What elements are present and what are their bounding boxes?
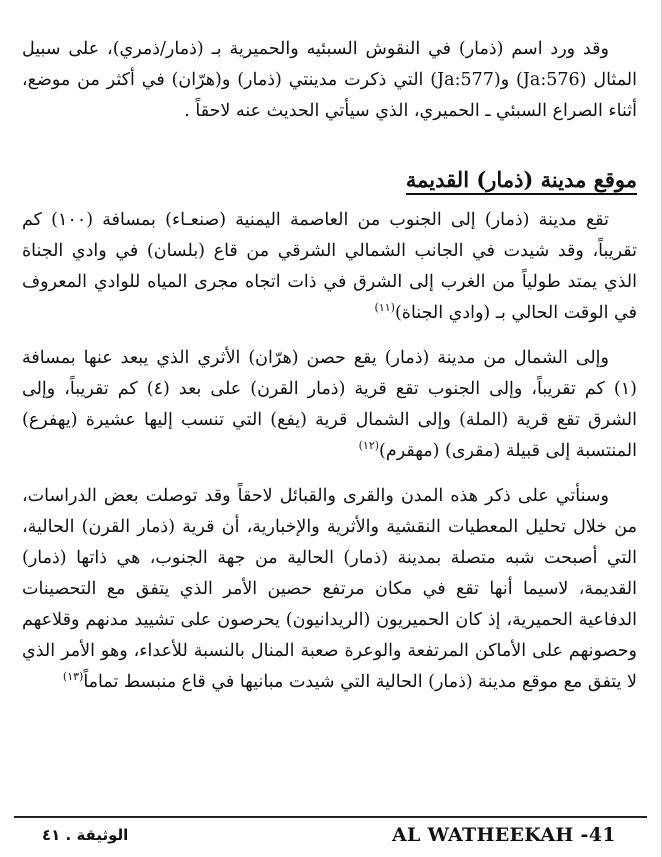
footnote-marker-13: (١٣) [62, 670, 84, 684]
paragraph-studies-text: وسنأتي على ذكر هذه المدن والقرى والقبائل لاحقاً وقد توصلت بعض الدراسات، من خلال تحليل المعطيات النقشية والأثرية والإخبارية، أن قرية (ذمار القرن) الحالية، التي أصبحت شبه متصلة بمدينة (ذمار) الحالية من جهة الجنوب، هي ذاتها (ذمار) القديمة، لاسيما أنها تقع في مكان مرتفع حصين الأمر الذي يتفق مع التحصينات الدفاعية الحميرية، إذ كان الحميريون (الريدانيون) يحرصون على تشييد مدنهم وقلاعهم وحصونهم على الأماكن المرتفعة والوعرة صعبة المنال بالنسبة للأعداء، وهو الأمر الذي لا يتفق مع موقع مدينة (ذمار) الحالية التي شيدت مبانيها في قاع منبسط تماماً [22, 486, 637, 692]
paragraph-studies [22, 481, 637, 698]
footer-divider [14, 816, 647, 818]
paragraph-location [22, 205, 637, 329]
page-footer [0, 816, 661, 856]
document-body [22, 34, 637, 698]
paragraph-surroundings [22, 343, 637, 467]
footnote-marker-11: (١١) [374, 301, 395, 315]
footnote-marker-12: (١٢) [358, 439, 380, 453]
paragraph-intro: وقد ورد اسم (ذمار) في النقوش السبئيه والحميرية بـ (ذمار/ذمري)، على سبيل المثال (Ja:576) و(Ja:577) التي ذكرت مدينتي (ذمار) و(هرّان) في أكثر من موضع، أثناء الصراع السبئي ـ الحميري، الذي سيأتي الحديث عنه لاحقاً . [22, 39, 638, 121]
section-heading: موقع مدينة (ذمار) القديمة [405, 167, 637, 192]
footer-journal-latin: AL WATHEEKAH -41 [392, 824, 616, 846]
footer-journal-arabic: الوثيقة . ٤١ [42, 826, 129, 844]
paragraph-surroundings-text: وإلى الشمال من مدينة (ذمار) يقع حصن (هرّان) الأثري الذي يبعد عنها بمسافة (١) كم تقريباً، وإلى الجنوب تقع قرية (ذمار القرن) على بعد (٤) كم تقريباً، وإلى الشرق تقع قرية (الملة) وإلى الشمال قرية (يفع) التي تنسب إليها عشيرة (يهفرع) المنتسبة إلى قبيلة (مقرى) (مهقرم) [22, 348, 637, 461]
paragraph-location-text: تقع مدينة (ذمار) إلى الجنوب من العاصمة اليمنية (صنعـاء) بمسافة (١٠٠) كم تقريباً، وقد شيدت في الجانب الشمالي الشرقي من قاع (بلسان) في وادي الجناة الذي يمتد طولياً من الغرب إلى الشرق في ذات اتجاه مجرى المياه للوادي المعروف في الوقت الحالي بـ (وادي الجناة) [22, 210, 637, 323]
